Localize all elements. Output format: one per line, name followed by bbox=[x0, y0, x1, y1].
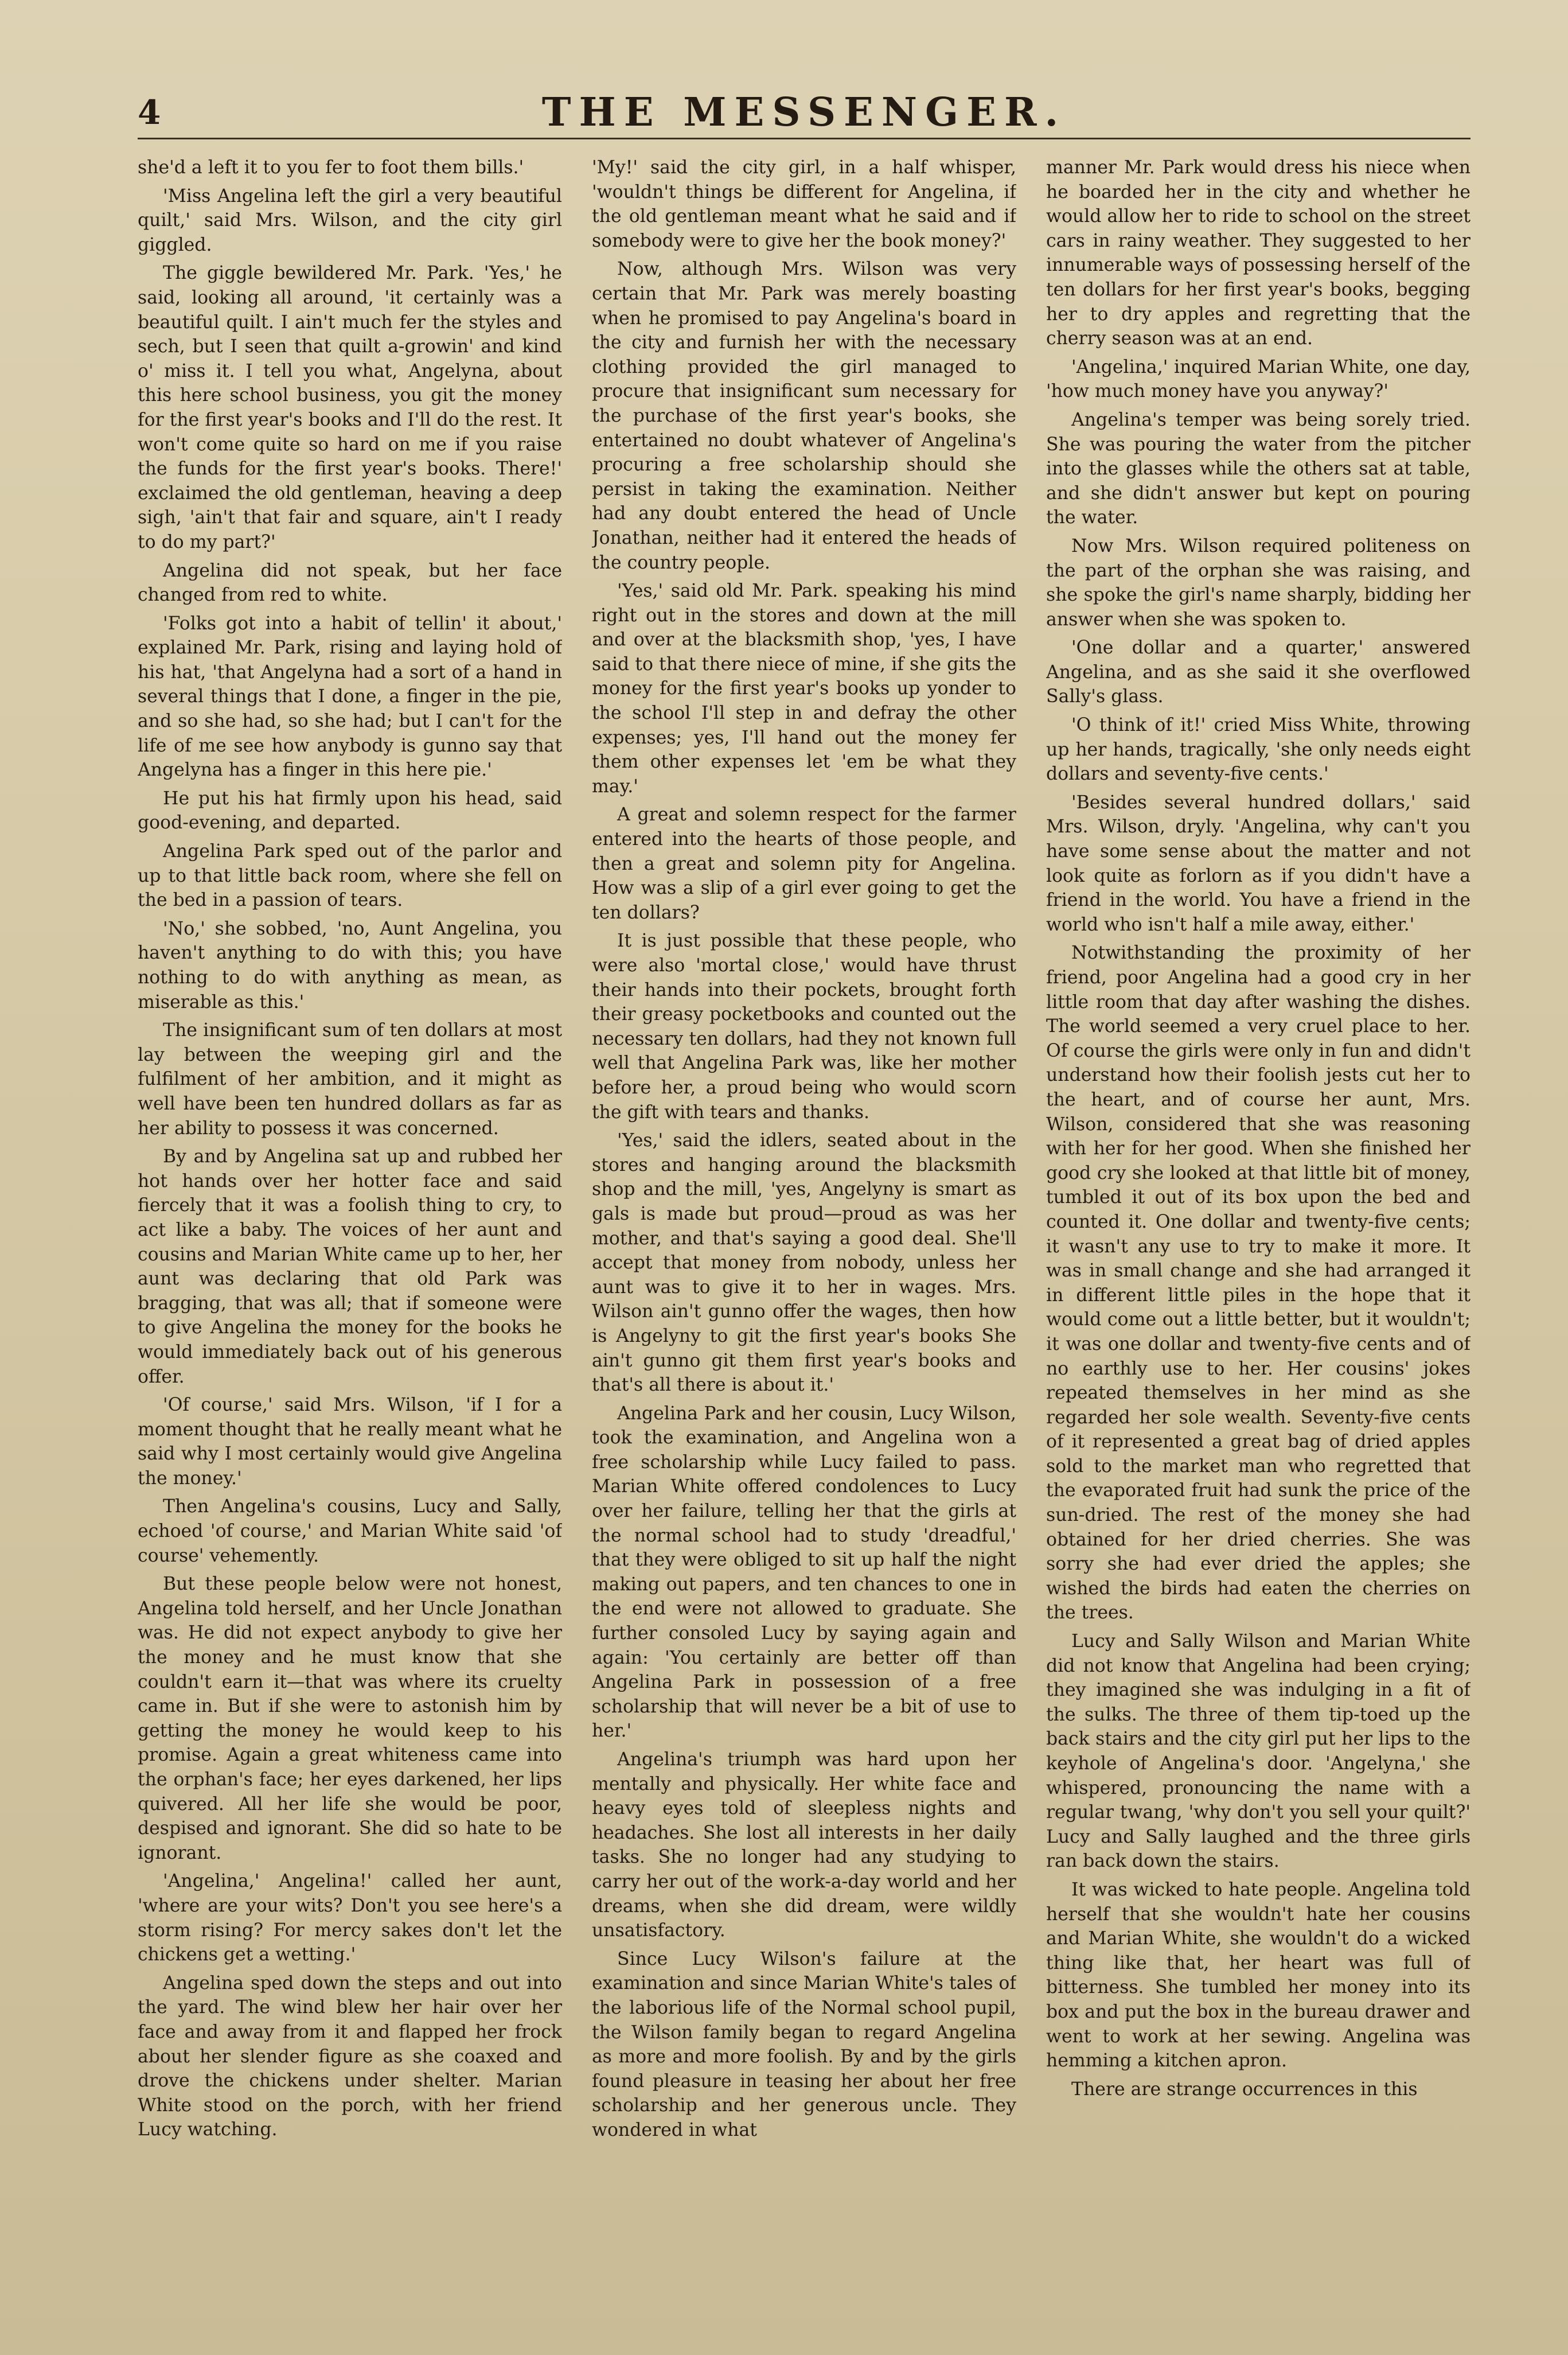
article-paragraph: Now, although Mrs. Wilson was very certain that Mr. Park was merely boasting when he promised to pay Angelina's board in the city and furnish her with the necessary clothing provided the girl managed to procure that insignificant sum necessary for the purchase of the first year's books, she entertained no doubt whatever of Angelina's procuring a free scholarship should she persist in taking the examination. Neither had any doubt entered the head of Uncle Jonathan, neither had it entered the heads of the country people. bbox=[592, 259, 1016, 573]
article-paragraph: Lucy and Sally Wilson and Marian White did not know that Angelina had been crying; they imagined she was indulging in a fit of the sulks. The three of them tip-toed up the back stairs and the city girl put her lips to the keyhole of Angelina's door. 'Angelyna,' she whispered, pronouncing the name with a regular twang, 'why don't you sell your quilt?' Lucy and Sally laughed and the three girls ran back down the stairs. bbox=[1046, 1631, 1471, 1872]
column-2 bbox=[592, 155, 1016, 2324]
column-3 bbox=[1046, 155, 1471, 2324]
article-paragraph: Angelina sped down the steps and out into the yard. The wind blew her hair over her face and away from it and flapped her frock about her slender figure as she coaxed and drove the chickens under shelter. Marian White stood on the porch, with her friend Lucy watching. bbox=[138, 1972, 562, 2140]
article-paragraph: 'Folks got into a habit of tellin' it about,' explained Mr. Park, rising and laying hold of his hat, 'that Angelyna had a sort of a hand in several things that I done, a finger in the pie, and so she had, so she had; but I can't for the life of me see how anybody is gunno say that Angelyna has a finger in this here pie.' bbox=[138, 613, 562, 781]
page-number: 4 bbox=[138, 93, 161, 132]
article-paragraph: The giggle bewildered Mr. Park. 'Yes,' he said, looking all around, 'it certainly was a beautiful quilt. I ain't much fer the styles and sech, but I seen that quilt a-growin' and kind o' miss it. I tell you what, Angelyna, about this here school business, you git the money for the first year's books and I'll do the rest. It won't come quite so hard on me if you raise the funds for the first year's books. There!' exclaimed the old gentleman, heaving a deep sigh, 'ain't that fair and square, ain't I ready to do my part?' bbox=[138, 263, 562, 552]
article-paragraph: He put his hat firmly upon his head, said good-evening, and departed. bbox=[138, 788, 562, 834]
article-paragraph: Since Lucy Wilson's failure at the examination and since Marian White's tales of the laborious life of the Normal school pupil, the Wilson family began to regard Angelina as more and more foolish. By and by the girls found pleasure in teasing her about her free scholarship and her generous uncle. They wondered in what bbox=[592, 1948, 1016, 2140]
article-paragraph: Angelina Park sped out of the parlor and up to that little back room, where she fell on the bed in a passion of tears. bbox=[138, 841, 562, 911]
article-paragraph: There are strange occurrences in this bbox=[1071, 2078, 1418, 2100]
article-paragraph: Notwithstanding the proximity of her friend, poor Angelina had a good cry in her little room that day after washing the dishes. The world seemed a very cruel place to her. Of course the girls were only in fun and didn't understand how their foolish jests cut her to the heart, and of course her aunt, Mrs. Wilson, considered that she was reasoning with her for her good. When she finished her good cry she looked at that little bit of money, tumbled it out of its box upon the bed and counted it. One dollar and twenty-five cents; it wasn't any use to try to make it more. It was in small change and she had arranged it in different little piles in the hope that it would come out a little better, but it wouldn't; it was one dollar and twenty-five cents and of no earthly use to her. Her cousins' jokes repeated themselves in her mind as she regarded her sole wealth. Seventy-five cents of it represented a great bag of dried apples sold to the market man who regretted that the evaporated fruit had sunk the price of the sun-dried. The rest of the money she had obtained for her dried cherries. She was sorry she had ever dried the apples; she wished the birds had eaten the cherries on the trees. bbox=[1046, 943, 1471, 1624]
article-paragraph: 'Yes,' said old Mr. Park. speaking his mind right out in the stores and down at the mill and over at the blacksmith shop, 'yes, I have said to that there niece of mine, if she gits the money for the first year's books up yonder to the school I'll step in and defray the other expenses; yes, I'll hand out the money fer them other expenses let 'em be what they may.' bbox=[592, 581, 1016, 797]
article-paragraph: But these people below were not honest, Angelina told herself, and her Uncle Jonathan was. He did not expect anybody to give her the money and he must know that she couldn't earn it—that was where its cruelty came in. But if she were to astonish him by getting the money he would keep to his promise. Again a great whiteness came into the orphan's face; her eyes darkened, her lips quivered. All her life she would be poor, despised and ignorant. She did so hate to be ignorant. bbox=[138, 1574, 562, 1863]
article-columns bbox=[138, 155, 1471, 2324]
article-paragraph: It is just possible that these people, who were also 'mortal close,' would have thrust their hands into their pockets, brought forth their greasy pocketbooks and counted out the necessary ten dollars, had they not known full well that Angelina Park was, like her mother before her, a proud being who would scorn the gift with tears and thanks. bbox=[592, 931, 1016, 1123]
article-paragraph: By and by Angelina sat up and rubbed her hot hands over her hotter face and said fiercely that it was a foolish thing to cry, to act like a baby. The voices of her aunt and cousins and Marian White came up to her, her aunt was declaring that old Park was bragging, that was all; that if someone were to give Angelina the money for the books he would immediately back out of his generous offer. bbox=[138, 1146, 562, 1387]
article-paragraph: 'Angelina,' Angelina!' called her aunt, 'where are your wits? Don't you see here's a storm rising? For mercy sakes don't let the chickens get a wetting.' bbox=[138, 1871, 562, 1965]
article-paragraph: 'My!' said the city girl, in a half whisper, 'wouldn't things be different for Angelina, if the old gentleman meant what he said and if somebody were to give her the book money?' bbox=[592, 157, 1016, 251]
column-1 bbox=[138, 155, 562, 2324]
masthead bbox=[138, 86, 1471, 139]
article-paragraph: manner Mr. Park would dress his niece when he boarded her in the city and whether he would allow her to ride to school on the street cars in rainy weather. They suggested to her innumerable ways of possessing herself of the ten dollars for her first year's books, begging her to dry apples and regretting that the cherry season was at an end. bbox=[1046, 157, 1471, 349]
article-paragraph: Angelina's triumph was hard upon her mentally and physically. Her white face and heavy eyes told of sleepless nights and headaches. She lost all interests in her daily tasks. She no longer had any studying to carry her out of the work-a-day world and her dreams, when she did dream, were wildly unsatisfactory. bbox=[592, 1749, 1016, 1941]
article-paragraph: The insignificant sum of ten dollars at most lay between the weeping girl and the fulfilment of her ambition, and it might as well have been ten hundred dollars as far as her ability to possess it was concerned. bbox=[138, 1020, 562, 1139]
article-paragraph: Angelina's temper was being sorely tried. She was pouring the water from the pitcher into the glasses while the others sat at table, and she didn't answer but kept on pouring the water. bbox=[1046, 409, 1471, 528]
article-paragraph: Angelina did not speak, but her face changed from red to white. bbox=[138, 560, 562, 606]
article-paragraph: Then Angelina's cousins, Lucy and Sally, echoed 'of course,' and Marian White said 'of course' vehemently. bbox=[138, 1496, 562, 1566]
article-paragraph: 'Of course,' said Mrs. Wilson, 'if I for a moment thought that he really meant what he said why I most certainly would give Angelina the money.' bbox=[138, 1395, 562, 1489]
article-paragraph: 'No,' she sobbed, 'no, Aunt Angelina, you haven't anything to do with this; you have nothing to do with anything as mean, as miserable as this.' bbox=[138, 918, 562, 1013]
article-paragraph: It was wicked to hate people. Angelina told herself that she wouldn't hate her cousins and Marian White, she wouldn't do a wicked thing like that, her heart was full of bitterness. She tumbled her money into its box and put the box in the bureau drawer and went to work at her sewing. Angelina was hemming a kitchen apron. bbox=[1046, 1879, 1471, 2072]
article-paragraph: 'Yes,' said the idlers, seated about in the stores and hanging around the blacksmith shop and the mill, 'yes, Angelyny is smart as gals is made but proud—proud as was her mother, and that's saying a good deal. She'll accept that money from nobody, unless her aunt was to give it to her in wages. Mrs. Wilson ain't gunno offer the wages, then how is Angelyny to git the first year's books She ain't gunno git them first year's books and that's all there is about it.' bbox=[592, 1130, 1016, 1396]
article-paragraph: 'One dollar and a quarter,' answered Angelina, and as she said it she overflowed Sally's glass. bbox=[1046, 637, 1471, 707]
article-paragraph: she'd a left it to you fer to foot them bills.' bbox=[138, 157, 524, 178]
article-paragraph: 'Besides several hundred dollars,' said Mrs. Wilson, dryly. 'Angelina, why can't you have some sense about the matter and not look quite as forlorn as if you didn't have a friend in the world. You have a friend in the world who isn't half a mile away, either.' bbox=[1046, 792, 1471, 935]
article-paragraph: A great and solemn respect for the farmer entered into the hearts of those people, and then a great and solemn pity for Angelina. How was a slip of a girl ever going to get the ten dollars? bbox=[592, 804, 1016, 923]
article-paragraph: 'Angelina,' inquired Marian White, one day, 'how much money have you anyway?' bbox=[1046, 356, 1471, 402]
article-paragraph: 'O think of it!' cried Miss White, throwing up her hands, tragically, 'she only needs eight dollars and seventy-five cents.' bbox=[1046, 715, 1471, 785]
article-paragraph: Now Mrs. Wilson required politeness on the part of the orphan she was raising, and she spoke the girl's name sharply, bidding her answer when she was spoken to. bbox=[1046, 535, 1471, 630]
article-paragraph: 'Miss Angelina left the girl a very beautiful quilt,' said Mrs. Wilson, and the city girl giggled. bbox=[138, 185, 562, 255]
article-paragraph: Angelina Park and her cousin, Lucy Wilson, took the examination, and Angelina won a free scholarship while Lucy failed to pass. Marian White offered condolences to Lucy over her failure, telling her that the girls at the normal school had to study 'dreadful,' that they were obliged to sit up half the night making out papers, and ten chances to one in the end were not allowed to graduate. She further consoled Lucy by saying again and again: 'You certainly are better off than Angelina Park in possession of a free scholarship that will never be a bit of use to her.' bbox=[592, 1403, 1016, 1742]
paper-title: THE MESSENGER. bbox=[541, 89, 1067, 135]
